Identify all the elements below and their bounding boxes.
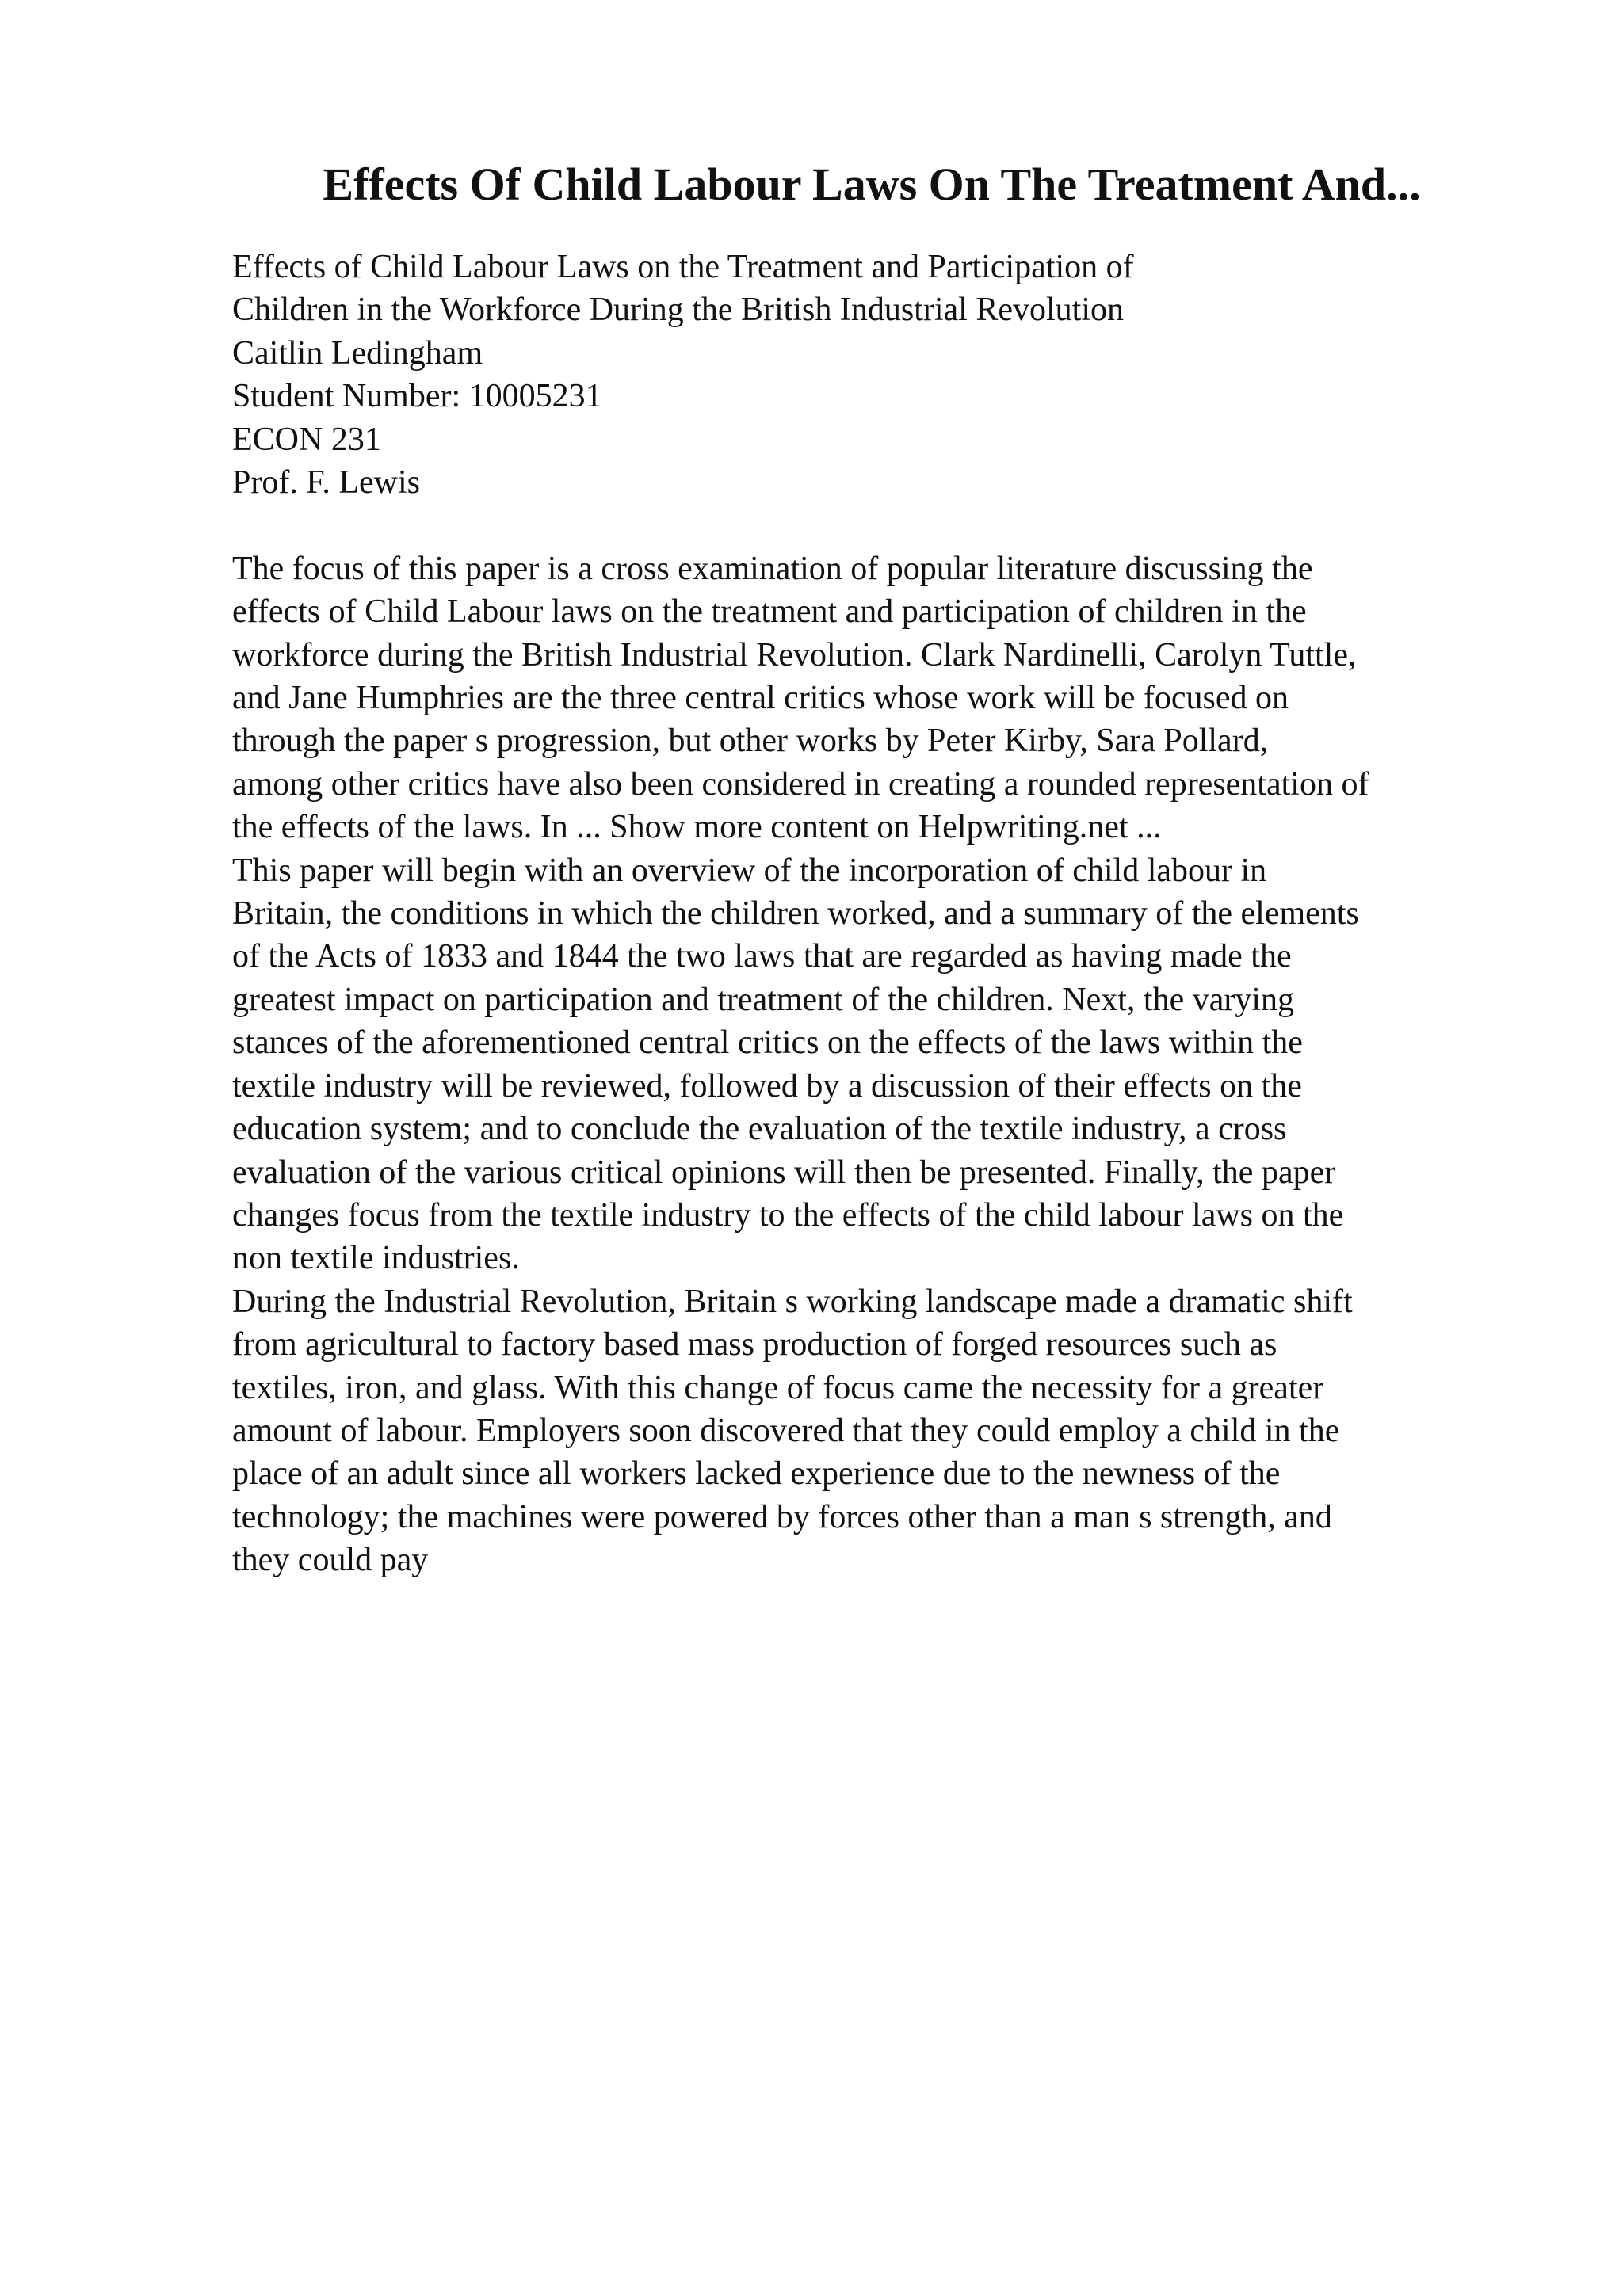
paragraph-line: from agricultural to factory based mass production of forged resources such as — [232, 1326, 1277, 1363]
header-line-title-1: Effects of Child Labour Laws on the Treatment and Participation of — [232, 249, 1134, 285]
paragraph-line: evaluation of the various critical opinions will then be presented. Finally, the paper — [232, 1154, 1336, 1191]
paragraph-line: textile industry will be reviewed, followed by a discussion of their effects on the — [232, 1067, 1302, 1104]
paragraph-line: education system; and to conclude the evaluation of the textile industry, a cross — [232, 1111, 1287, 1148]
paragraph-line: place of an adult since all workers lacked experience due to the newness of the — [232, 1455, 1281, 1493]
paragraph-line-show-more: the effects of the laws. In ... Show more content on Helpwriting.net ... — [232, 809, 1162, 846]
paragraph-line: effects of Child Labour laws on the treatment and participation of children in the — [232, 593, 1307, 631]
paragraph-line: technology; the machines were powered by forces other than a man s strength, and — [232, 1498, 1332, 1535]
paragraph-line: textiles, iron, and glass. With this change of focus came the necessity for a greater — [232, 1369, 1324, 1406]
document-title: Effects Of Child Labour Laws On The Treatment And... — [323, 158, 1421, 210]
paragraph-line: The focus of this paper is a cross examination of popular literature discussing the — [232, 550, 1313, 587]
paragraph-line: among other critics have also been considered in creating a rounded representation of — [232, 765, 1369, 803]
paragraph-line: changes focus from the textile industry to the effects of the child labour laws on the — [232, 1196, 1344, 1234]
paragraph-line: through the paper s progression, but other works by Peter Kirby, Sara Pollard, — [232, 723, 1269, 760]
paragraph-line: amount of labour. Employers soon discovered that they could employ a child in the — [232, 1412, 1340, 1449]
paragraph-3 — [232, 1280, 1532, 1582]
paragraph-spacer — [232, 504, 1532, 547]
header-line-student-number: Student Number: 10005231 — [232, 378, 602, 415]
paragraph-1 — [232, 547, 1532, 849]
paragraph-line: of the Acts of 1833 and 1844 the two laws that are regarded as having made the — [232, 938, 1292, 975]
paragraph-line: This paper will begin with an overview of the incorporation of child labour in — [232, 852, 1267, 889]
header-line-title-2: Children in the Workforce During the British Industrial Revolution — [232, 292, 1124, 329]
paragraph-line: and Jane Humphries are the three central critics whose work will be focused on — [232, 680, 1289, 717]
paragraph-line: they could pay — [232, 1542, 429, 1579]
paragraph-line: stances of the aforementioned central critics on the effects of the laws within the — [232, 1024, 1303, 1062]
header-line-author: Caitlin Ledingham — [232, 334, 483, 372]
document-body — [232, 246, 1532, 1582]
paragraph-line: non textile industries. — [232, 1240, 520, 1277]
header-line-course: ECON 231 — [232, 421, 381, 458]
paragraph-line: Britain, the conditions in which the children worked, and a summary of the elements — [232, 895, 1359, 933]
paragraph-line: greatest impact on participation and treatment of the children. Next, the varying — [232, 981, 1295, 1018]
paragraph-line: During the Industrial Revolution, Britain s working landscape made a dramatic shift — [232, 1283, 1353, 1320]
paragraph-line: workforce during the British Industrial Revolution. Clark Nardinelli, Carolyn Tuttle, — [232, 636, 1357, 673]
paragraph-2 — [232, 849, 1532, 1280]
header-line-professor: Prof. F. Lewis — [232, 464, 420, 502]
document-header-block — [232, 246, 1532, 504]
